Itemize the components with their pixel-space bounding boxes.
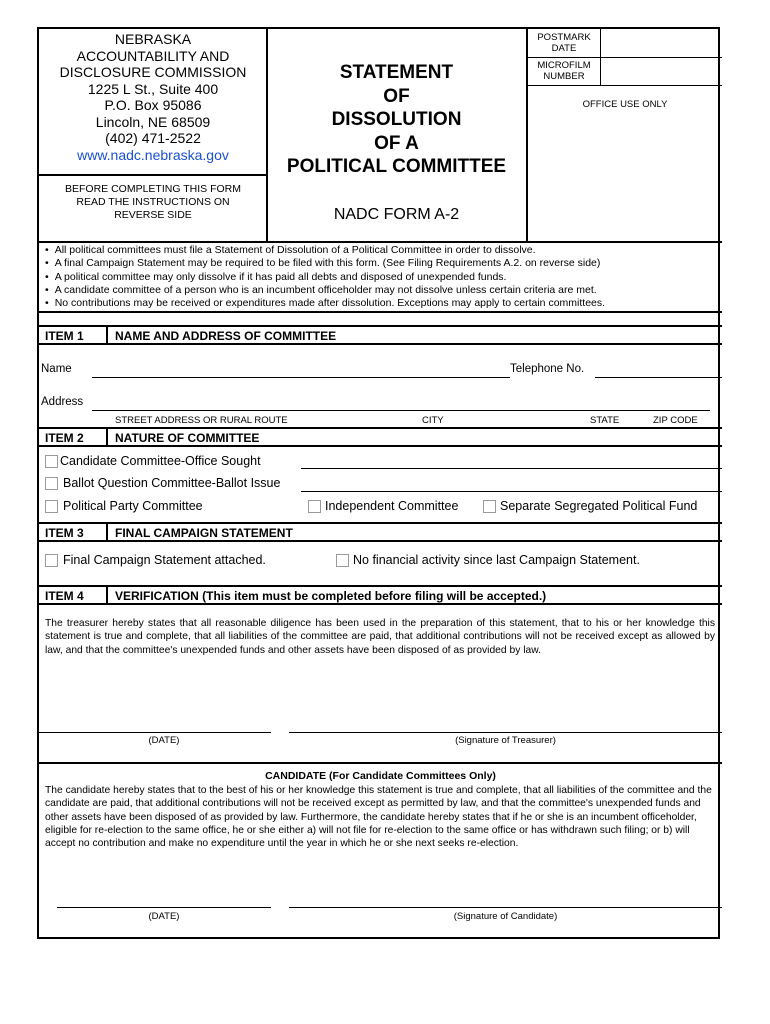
list-item: • All political committees must file a Statement of Dissolution of a Political Committee in order to dissolve. <box>45 244 715 257</box>
instructions-note <box>39 183 267 222</box>
agency-website-link[interactable]: www.nadc.nebraska.gov <box>77 146 229 163</box>
item1-number: ITEM 1 <box>45 329 84 343</box>
ssf-checkbox[interactable] <box>483 500 496 513</box>
independent-committee-checkbox[interactable] <box>308 500 321 513</box>
agency-name-line: ACCOUNTABILITY AND <box>76 47 230 64</box>
no-activity-checkbox[interactable] <box>336 554 349 567</box>
microfilm-number-label: MICROFILM NUMBER <box>537 60 591 82</box>
treasurer-statement: The treasurer hereby states that all reasonable diligence has been used in the preparation of this statement, that to his or her knowledge this statement is true and complete, that all liabilities of the committee are paid, that additional contributions will not be received except as allowed by law, and that the committee's unexpended funds and other assets have been disposed of as provided by law. <box>45 618 715 656</box>
candidate-statement: The candidate hereby states that to the best of his or her knowledge this statement is true and complete, that all liabilities of the committee and the candidate are paid, that additional contributions will not be received except as permitted by law, and that the committee's unexpended funds and other assets have been disposed of as provided by law. Furthermore, the candidate hereby states that if he or she is an incumbent officeholder, eligible for re-election to the same office, he or she either a) will not file for re-election to the same office or has withdrawn such filing; or b) will accept no contribution and make no expenditure until the year in which he or she next seeks re-election. <box>45 785 712 850</box>
city-label: CITY <box>422 415 444 426</box>
telephone-label: Telephone No. <box>510 363 585 375</box>
form-a2 <box>37 27 720 939</box>
item2-title: NATURE OF COMMITTEE <box>115 431 260 445</box>
address-label: Address <box>41 396 84 408</box>
ballot-committee-label: Ballot Question Committee-Ballot Issue <box>63 476 281 490</box>
list-item: • No contributions may be received or expenditures made after dissolution. Exceptions may apply to certain committees. <box>45 297 715 310</box>
candidate-date-label: (DATE) <box>148 911 180 922</box>
agency-address-line: Lincoln, NE 68509 <box>95 113 211 130</box>
candidate-heading: CANDIDATE (For Candidate Committees Only) <box>265 770 496 782</box>
item1-title: NAME AND ADDRESS OF COMMITTEE <box>115 329 337 343</box>
candidate-date-field[interactable] <box>57 907 271 908</box>
list-item: • A final Campaign Statement may be required to be filed with this form. (See Filing Requirements A.2. on reverse side) <box>45 257 715 270</box>
treasurer-date-label: (DATE) <box>148 735 180 746</box>
telephone-field[interactable] <box>595 377 722 378</box>
instructions-note-line: BEFORE COMPLETING THIS FORM <box>65 183 241 195</box>
name-label: Name <box>41 363 72 375</box>
title-line: STATEMENT <box>339 62 454 83</box>
candidate-committee-checkbox[interactable] <box>45 455 58 468</box>
independent-committee-label: Independent Committee <box>325 499 459 513</box>
item3-number: ITEM 3 <box>45 526 84 540</box>
treasurer-signature-label: (Signature of Treasurer) <box>455 735 556 746</box>
agency-address-line: 1225 L St., Suite 400 <box>87 80 219 97</box>
office-sought-field[interactable] <box>301 468 722 469</box>
form-number: NADC FORM A-2 <box>333 206 460 223</box>
candidate-signature-label: (Signature of Candidate) <box>453 911 558 922</box>
instructions-list <box>45 244 715 310</box>
item4-number: ITEM 4 <box>45 589 84 603</box>
final-statement-checkbox[interactable] <box>45 554 58 567</box>
treasurer-date-field[interactable] <box>39 732 271 733</box>
ballot-issue-field[interactable] <box>301 491 722 492</box>
treasurer-signature-field[interactable] <box>289 732 722 733</box>
agency-address-line: P.O. Box 95086 <box>104 97 202 113</box>
title-line: DISSOLUTION <box>331 109 462 130</box>
no-activity-label: No financial activity since last Campaign Statement. <box>353 553 640 567</box>
instructions-note-line: REVERSE SIDE <box>114 209 192 221</box>
list-item: • A political committee may only dissolve if it has paid all debts and disposed of unexpended funds. <box>45 271 715 284</box>
ballot-committee-checkbox[interactable] <box>45 477 58 490</box>
agency-block <box>39 31 267 163</box>
item2-number: ITEM 2 <box>45 431 84 445</box>
title-line: OF A <box>374 132 419 154</box>
postmark-date-label: POSTMARK DATE <box>537 32 591 54</box>
address-field[interactable] <box>92 410 710 411</box>
street-label: STREET ADDRESS OR RURAL ROUTE <box>115 415 288 426</box>
item3-title: FINAL CAMPAIGN STATEMENT <box>115 526 293 540</box>
list-item: • A candidate committee of a person who is an incumbent officeholder may not dissolve unless certain criteria are met. <box>45 284 715 297</box>
name-field[interactable] <box>92 377 510 378</box>
agency-name-line: NEBRASKA <box>114 31 192 47</box>
candidate-signature-field[interactable] <box>289 907 722 908</box>
item4-title: VERIFICATION (This item must be completed before filing will be accepted.) <box>115 589 547 603</box>
title-line: OF <box>383 85 410 107</box>
zip-label: ZIP CODE <box>653 415 698 426</box>
instructions-note-line: READ THE INSTRUCTIONS ON <box>76 196 230 208</box>
ssf-label: Separate Segregated Political Fund <box>500 499 698 513</box>
office-use-label: OFFICE USE ONLY <box>582 99 668 110</box>
title-line: POLITICAL COMMITTEE <box>286 156 507 177</box>
form-title <box>268 61 525 179</box>
agency-name-line: DISCLOSURE COMMISSION <box>59 64 247 80</box>
party-committee-label: Political Party Committee <box>63 499 203 513</box>
party-committee-checkbox[interactable] <box>45 500 58 513</box>
final-statement-label: Final Campaign Statement attached. <box>63 553 266 567</box>
candidate-committee-label: Candidate Committee-Office Sought <box>60 454 261 468</box>
state-label: STATE <box>590 415 620 426</box>
agency-phone: (402) 471-2522 <box>105 130 201 146</box>
